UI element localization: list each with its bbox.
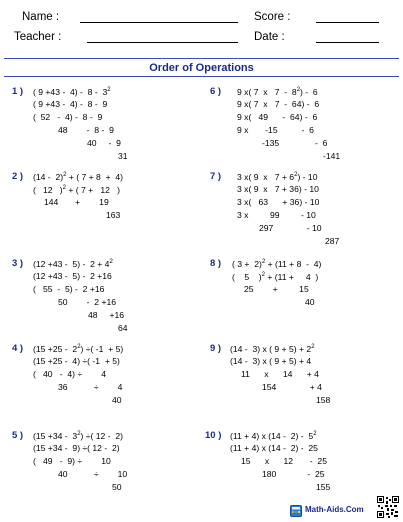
problem-line: 9 x -15 - 6 bbox=[237, 125, 314, 135]
problem-line: -135 - 6 bbox=[262, 138, 328, 148]
title-rule-bottom bbox=[4, 76, 399, 77]
score-label: Score : bbox=[254, 11, 291, 23]
problem-line: 144 + 19 bbox=[44, 197, 109, 207]
problem-number: 3 ) bbox=[12, 258, 24, 269]
problem-line: 180 - 25 bbox=[262, 469, 325, 479]
date-field[interactable] bbox=[316, 42, 379, 43]
problem-line: ( 55 - 5) - 2 +16 bbox=[33, 284, 105, 294]
name-field[interactable] bbox=[80, 22, 238, 23]
problem-line: (11 + 4) x $(14 - 2) - 5^2$ bbox=[230, 430, 317, 441]
problem-line: 40 ÷ 10 bbox=[58, 469, 128, 479]
problem-line: 40 - 9 bbox=[87, 138, 121, 148]
problem-line: (14 - 3) x ( 9 + 5) + 4 bbox=[230, 356, 312, 366]
problem-line: (14 - 3) x ( $9 + 5) + 2^2$ bbox=[230, 343, 315, 354]
calculator-icon bbox=[290, 505, 302, 517]
problem-line: (12 +43 - 5) - 2 +16 bbox=[33, 271, 112, 281]
problem-number: 2 ) bbox=[12, 171, 24, 182]
problem-line: ( 12 )$^2$ + ( 7 + 12 ) bbox=[33, 184, 120, 195]
problem-answer: 163 bbox=[106, 210, 121, 220]
problem-number: 10 ) bbox=[205, 430, 222, 441]
problem-line: 25 + 15 bbox=[244, 284, 309, 294]
problem-line: 3 x( 9 x $7 + 6^2) - 10$ bbox=[237, 171, 318, 182]
problem-answer: -141 bbox=[323, 151, 341, 161]
problem-line: ( 49 - 9) ÷ 10 bbox=[33, 456, 111, 466]
problem-line: ( 9 +43 - 4) - 8 - 9 bbox=[33, 99, 108, 109]
problem-line: ( $9 +43 - 4) - 8 - 3^2$ bbox=[33, 86, 111, 97]
problem-answer: 50 bbox=[112, 482, 122, 492]
problem-line: 3 x 99 - 10 bbox=[237, 210, 316, 220]
teacher-label: Teacher : bbox=[14, 31, 62, 43]
problem-answer: 40 bbox=[112, 395, 122, 405]
problem-line: $(15 +34 - 3^2)$ ÷( 12 - 2) bbox=[33, 430, 123, 441]
problem-line: 297 - 10 bbox=[259, 223, 322, 233]
qr-code-icon bbox=[377, 496, 399, 518]
problem-line: (11 + 4) x (14 - 2) - 25 bbox=[230, 443, 318, 453]
problem-line: 15 x 12 - 25 bbox=[241, 456, 327, 466]
page-title: Order of Operations bbox=[149, 62, 254, 74]
problem-line: (14 - 2)$^2$ + ( 7 + 8 + 4) bbox=[33, 171, 124, 182]
title-rule-top bbox=[4, 58, 399, 59]
date-label: Date : bbox=[254, 31, 285, 43]
problem-number: 9 ) bbox=[210, 343, 222, 354]
problem-line: 50 - 2 +16 bbox=[58, 297, 117, 307]
problem-line: 3 x( 63 + 36) - 10 bbox=[237, 197, 320, 207]
problem-answer: 287 bbox=[325, 236, 340, 246]
name-label: Name : bbox=[22, 11, 60, 23]
problem-line: 9 x( 7 x 7 - 64) - 6 bbox=[237, 99, 320, 109]
teacher-field[interactable] bbox=[87, 42, 238, 43]
problem-number: 5 ) bbox=[12, 430, 24, 441]
problem-line: (15 +34 - 9) ÷( 12 - 2) bbox=[33, 443, 120, 453]
problem-line: 9 x( 49 - 64) - 6 bbox=[237, 112, 318, 122]
problem-line: 154 + 4 bbox=[262, 382, 322, 392]
problem-number: 8 ) bbox=[210, 258, 222, 269]
problem-line: ( 5 )$^2$ + (11 + 4 ) bbox=[232, 271, 319, 282]
problem-answer: 158 bbox=[316, 395, 331, 405]
problem-line: 48 +16 bbox=[88, 310, 125, 320]
problem-line: $(15 +25 - 2^2)$ ÷( -1 + 5) bbox=[33, 343, 124, 354]
problem-number: 7 ) bbox=[210, 171, 222, 182]
problem-line: 11 x 14 + 4 bbox=[241, 369, 319, 379]
problem-answer: 64 bbox=[118, 323, 128, 333]
brand-logo[interactable] bbox=[290, 505, 370, 517]
problem-number: 1 ) bbox=[12, 86, 24, 97]
problem-line: 9 x( 7 x $7 - 8^2) - 6$ bbox=[237, 86, 318, 97]
problem-line: ( 40 - 4) ÷ 4 bbox=[33, 369, 107, 379]
problem-answer: 31 bbox=[118, 151, 128, 161]
problem-line: ( 3 + 2)$^2$ + (11 + 8 - 4) bbox=[232, 258, 322, 269]
problem-line: 3 x( 9 x 7 + 36) - 10 bbox=[237, 184, 319, 194]
problem-number: 4 ) bbox=[12, 343, 24, 354]
problem-line: $(12 +43 - 5) - 2 + 4^2$ bbox=[33, 258, 113, 269]
problem-line: (15 +25 - 4) ÷( -1 + 5) bbox=[33, 356, 120, 366]
problem-number: 6 ) bbox=[210, 86, 222, 97]
problem-line: ( 52 - 4) - 8 - 9 bbox=[33, 112, 103, 122]
brand-text: Math-Aids.Com bbox=[305, 505, 364, 514]
problem-line: 36 ÷ 4 bbox=[58, 382, 123, 392]
problem-answer: 40 bbox=[305, 297, 315, 307]
problem-answer: 155 bbox=[316, 482, 331, 492]
score-field[interactable] bbox=[316, 22, 379, 23]
problem-line: 48 - 8 - 9 bbox=[58, 125, 114, 135]
